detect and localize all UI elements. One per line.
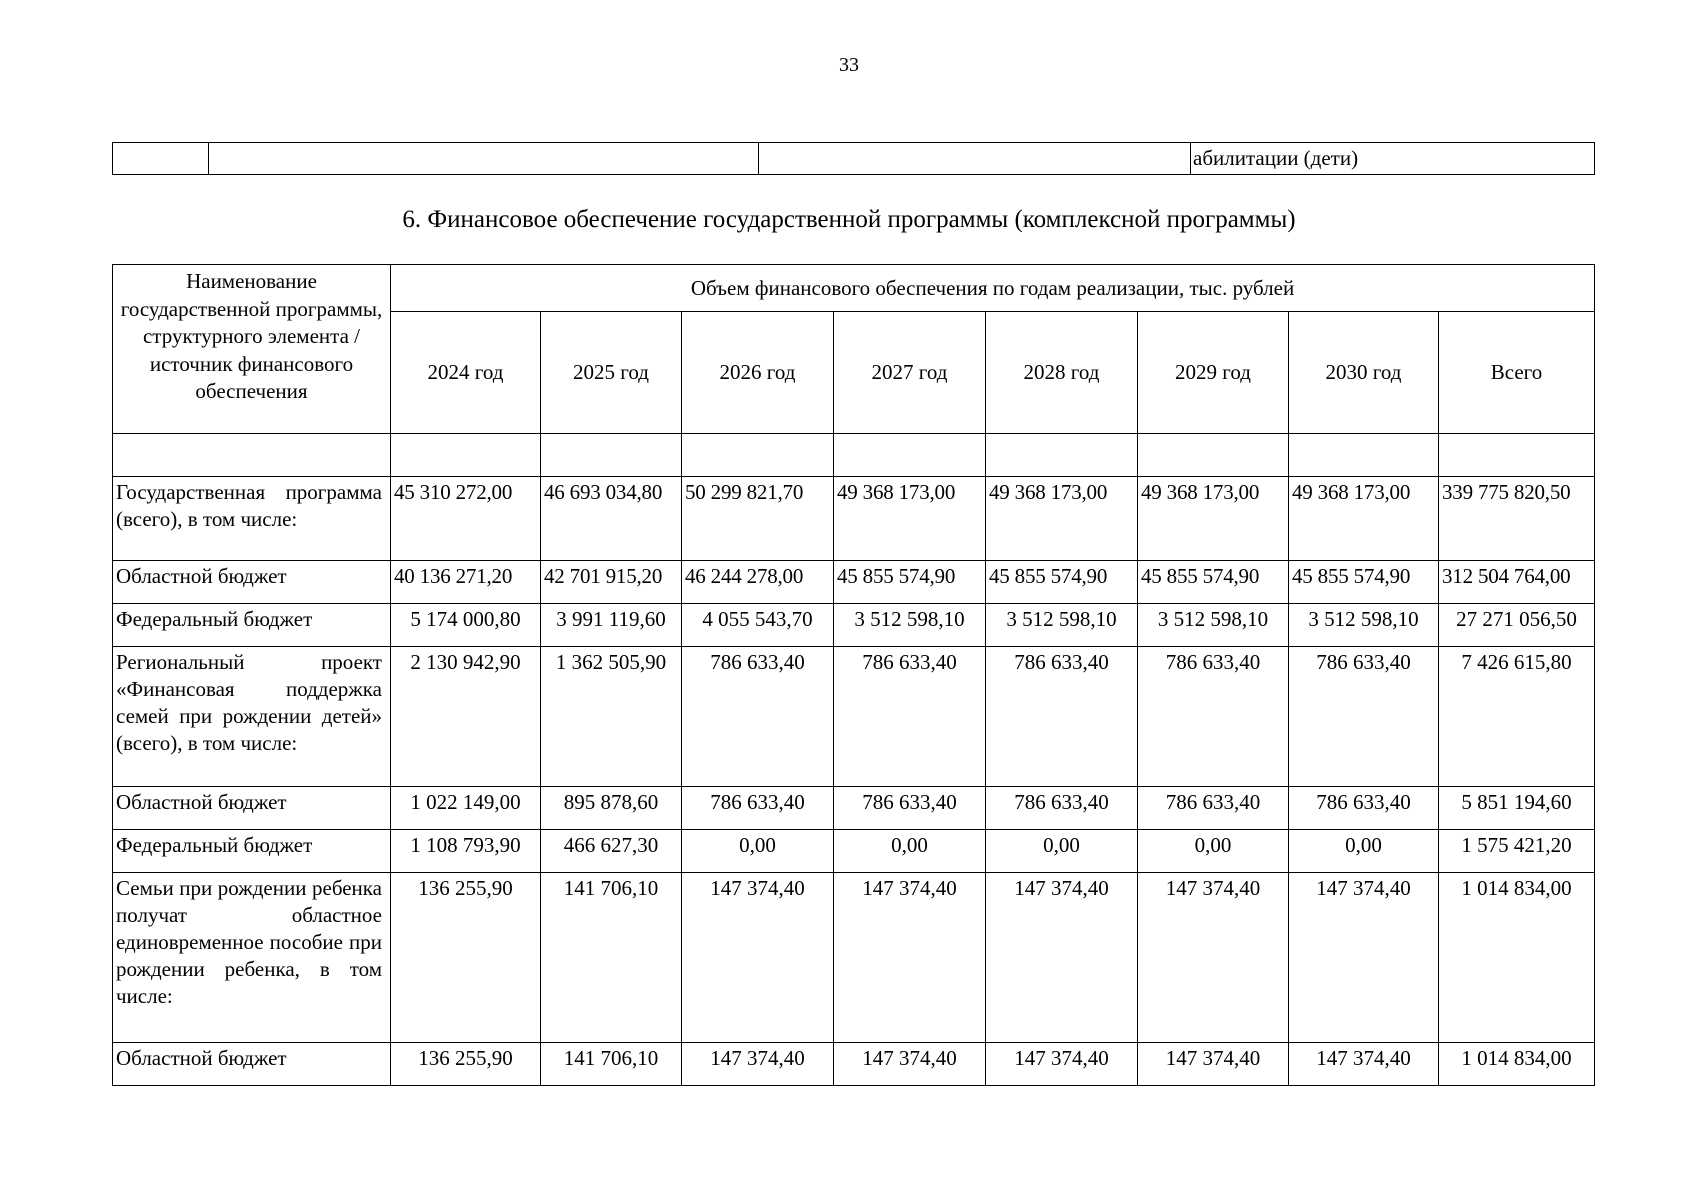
table-row	[113, 830, 1595, 873]
table-cell	[113, 143, 209, 175]
table-cell: 49 368 173,00	[834, 477, 986, 561]
table-cell: 1 108 793,90	[391, 830, 541, 873]
row-label: Федеральный бюджет	[113, 604, 391, 647]
table-cell: 46 693 034,80	[541, 477, 682, 561]
table-cell: 27 271 056,50	[1439, 604, 1595, 647]
table-cell: 895 878,60	[541, 787, 682, 830]
table-cell: 466 627,30	[541, 830, 682, 873]
column-header-total: Всего	[1439, 312, 1595, 434]
spacer-row	[113, 434, 1595, 477]
table-cell: 3 512 598,10	[834, 604, 986, 647]
table-cell: 0,00	[1289, 830, 1439, 873]
table-cell: 0,00	[986, 830, 1138, 873]
table-cell: 5 851 194,60	[1439, 787, 1595, 830]
table-cell: 0,00	[834, 830, 986, 873]
table-cell: 786 633,40	[682, 647, 834, 787]
financing-table	[112, 264, 1595, 1086]
table-cell: 49 368 173,00	[1289, 477, 1439, 561]
table-cell: 1 575 421,20	[1439, 830, 1595, 873]
table-cell: 7 426 615,80	[1439, 647, 1595, 787]
table-cell: 147 374,40	[1289, 1043, 1439, 1086]
table-row	[113, 143, 1595, 175]
table-cell: 40 136 271,20	[391, 561, 541, 604]
table-cell: 147 374,40	[682, 873, 834, 1043]
table-cell: 147 374,40	[1138, 1043, 1289, 1086]
table-cell: 141 706,10	[541, 1043, 682, 1086]
column-header-2027: 2027 год	[834, 312, 986, 434]
table-cell: 136 255,90	[391, 873, 541, 1043]
table-cell: 49 368 173,00	[1138, 477, 1289, 561]
table-cell: 786 633,40	[1138, 647, 1289, 787]
table-cell: абилитации (дети)	[1191, 143, 1595, 175]
table-cell	[209, 143, 759, 175]
table-cell: 1 014 834,00	[1439, 1043, 1595, 1086]
row-label: Региональный проект «Финансовая поддержка семей при рождении детей» (всего), в том числе:	[113, 647, 391, 787]
table-cell: 786 633,40	[834, 647, 986, 787]
table-cell: 4 055 543,70	[682, 604, 834, 647]
table-cell: 46 244 278,00	[682, 561, 834, 604]
continuation-table	[112, 142, 1595, 175]
table-cell: 786 633,40	[682, 787, 834, 830]
table-row	[113, 561, 1595, 604]
table-cell: 147 374,40	[986, 873, 1138, 1043]
table-cell: 3 512 598,10	[1289, 604, 1439, 647]
page-number: 33	[839, 54, 859, 76]
table-cell: 45 855 574,90	[1138, 561, 1289, 604]
table-cell: 786 633,40	[986, 787, 1138, 830]
column-header-2026: 2026 год	[682, 312, 834, 434]
table-cell: 49 368 173,00	[986, 477, 1138, 561]
table-cell	[759, 143, 1191, 175]
table-cell: 42 701 915,20	[541, 561, 682, 604]
table-cell: 786 633,40	[1289, 787, 1439, 830]
table-row	[113, 873, 1595, 1043]
table-row	[113, 477, 1595, 561]
table-cell: 147 374,40	[986, 1043, 1138, 1086]
table-cell: 786 633,40	[1138, 787, 1289, 830]
table-cell: 3 512 598,10	[1138, 604, 1289, 647]
column-header-2028: 2028 год	[986, 312, 1138, 434]
table-cell: 3 991 119,60	[541, 604, 682, 647]
table-cell: 5 174 000,80	[391, 604, 541, 647]
group-column-header: Объем финансового обеспечения по годам реализации, тыс. рублей	[391, 265, 1595, 312]
table-cell: 2 130 942,90	[391, 647, 541, 787]
table-cell: 1 362 505,90	[541, 647, 682, 787]
column-header-2025: 2025 год	[541, 312, 682, 434]
header-row	[113, 265, 1595, 312]
table-cell: 50 299 821,70	[682, 477, 834, 561]
row-label: Государственная программа (всего), в том числе:	[113, 477, 391, 561]
table-row	[113, 1043, 1595, 1086]
table-cell: 1 022 149,00	[391, 787, 541, 830]
table-cell: 147 374,40	[834, 873, 986, 1043]
section-title: 6. Финансовое обеспечение государственной программы (комплексной программы)	[402, 206, 1296, 233]
table-cell: 147 374,40	[682, 1043, 834, 1086]
column-header-2024: 2024 год	[391, 312, 541, 434]
table-cell: 0,00	[1138, 830, 1289, 873]
row-label: Областной бюджет	[113, 1043, 391, 1086]
row-label: Областной бюджет	[113, 561, 391, 604]
table-cell: 1 014 834,00	[1439, 873, 1595, 1043]
table-cell: 45 310 272,00	[391, 477, 541, 561]
column-header-2029: 2029 год	[1138, 312, 1289, 434]
table-cell: 312 504 764,00	[1439, 561, 1595, 604]
table-cell: 147 374,40	[834, 1043, 986, 1086]
table-cell: 786 633,40	[834, 787, 986, 830]
table-cell: 786 633,40	[1289, 647, 1439, 787]
table-cell: 339 775 820,50	[1439, 477, 1595, 561]
table-cell: 3 512 598,10	[986, 604, 1138, 647]
table-cell: 786 633,40	[986, 647, 1138, 787]
table-row	[113, 604, 1595, 647]
table-cell: 45 855 574,90	[1289, 561, 1439, 604]
table-cell: 141 706,10	[541, 873, 682, 1043]
column-header-2030: 2030 год	[1289, 312, 1439, 434]
table-row	[113, 647, 1595, 787]
table-row	[113, 787, 1595, 830]
table-cell: 147 374,40	[1138, 873, 1289, 1043]
table-cell: 136 255,90	[391, 1043, 541, 1086]
row-label: Областной бюджет	[113, 787, 391, 830]
row-label: Федеральный бюджет	[113, 830, 391, 873]
table-cell: 45 855 574,90	[986, 561, 1138, 604]
table-cell: 45 855 574,90	[834, 561, 986, 604]
table-cell: 0,00	[682, 830, 834, 873]
name-column-header: Наименование государственной программы, структурного элемента / источник финансового обеспечения	[113, 265, 391, 434]
table-cell: 147 374,40	[1289, 873, 1439, 1043]
row-label: Семьи при рождении ребенка получат областное единовременное пособие при рождении ребенка, в том числе:	[113, 873, 391, 1043]
